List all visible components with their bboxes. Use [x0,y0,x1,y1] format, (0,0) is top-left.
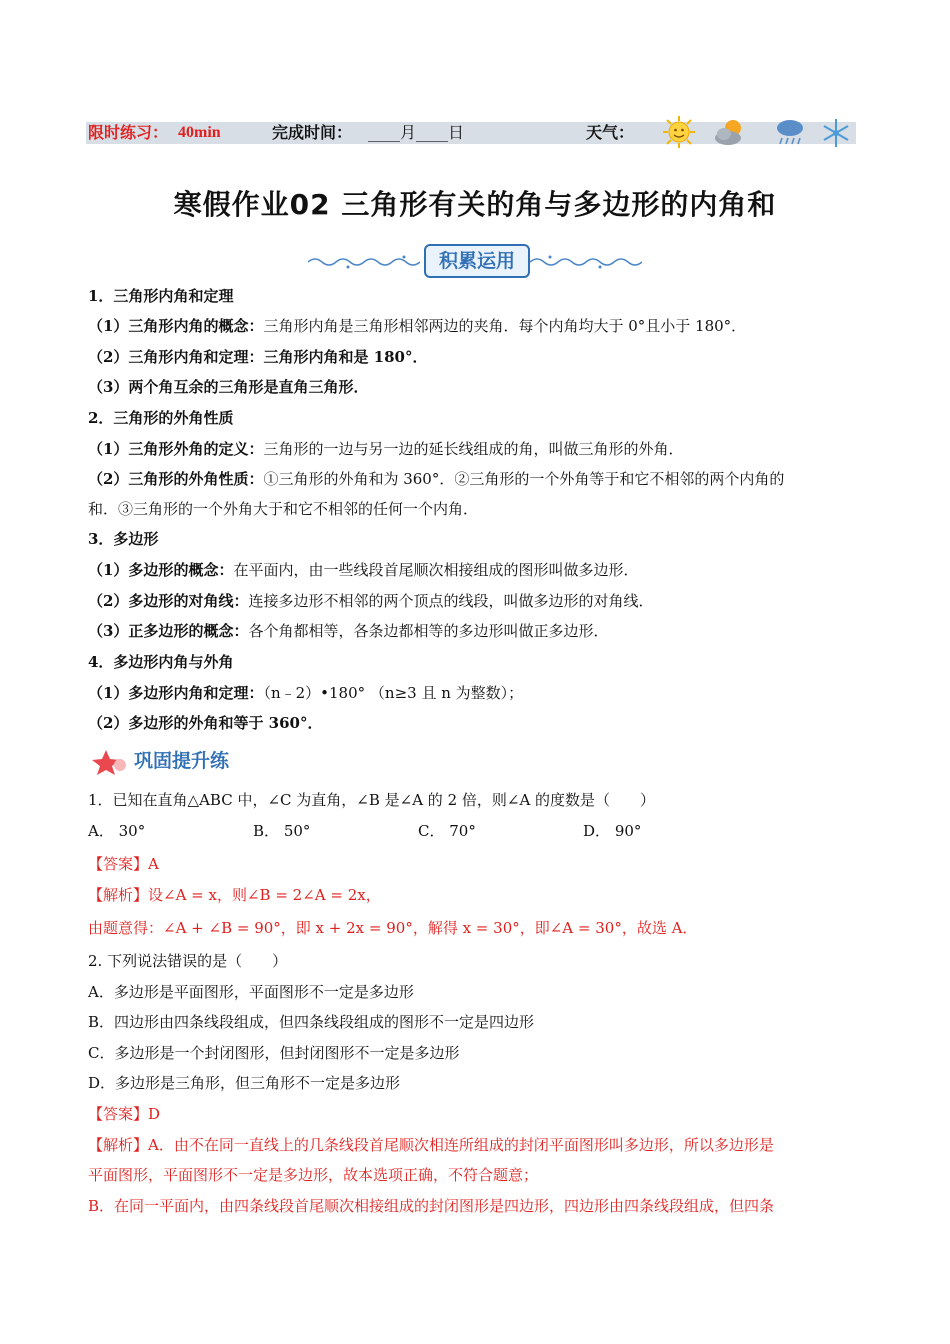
page-title: 寒假作业02 三角形有关的角与多边形的内角和 [173,188,777,221]
q1-analysis-2: 由题意得：∠A + ∠B = 90°，即 x + 2x = 90°，解得 x = 30°，即∠A = 30°，故选 A． [88,919,698,937]
q1-analysis-1: 【解析】设∠A = x，则∠B = 2∠A = 2x， [88,886,381,904]
q2-option-b: B．四边形由四条线段组成，但四条线段组成的图形不一定是四边形 [88,1013,535,1031]
knowledge-1-1: （1）三角形内角的概念：三角形内角是三角形相邻两边的夹角．每个内角均大于 0°且小于 180°． [88,317,747,335]
heading-polygon-angles: 4．多边形内角与外角 [88,653,234,671]
knowledge-1-2: （2）三角形内角和定理：三角形内角和是 180°． [88,348,428,366]
knowledge-3-3: （3）正多边形的概念：各个角都相等，各条边都相等的多边形叫做正多边形． [88,622,609,640]
q2-analysis-3: B．在同一平面内，由四条线段首尾顺次相接组成的封闭图形是四边形，四边形由四条线段组成，但四条 [88,1197,775,1215]
knowledge-1-3: （3）两个角互余的三角形是直角三角形． [88,378,369,396]
weather-label: 天气： [586,123,635,142]
q1-option-a: A． 30° [88,822,146,840]
wave-decoration-right [530,254,642,270]
q2-option-c: C．多边形是一个封闭图形，但封闭图形不一定是多边形 [88,1044,460,1062]
knowledge-2-2: （2）三角形的外角性质：①三角形的外角和为 360°．②三角形的一个外角等于和它不相邻的两个内角的 [88,470,785,488]
finish-date-blank: ____月____日 [368,123,465,142]
time-limit-label: 限时练习： [88,123,169,142]
q1-option-d: D． 90° [583,822,642,840]
q2-option-d: D．多边形是三角形，但三角形不一定是多边形 [88,1074,401,1092]
time-limit-value: 40min [178,124,221,141]
snow-icon [820,117,852,149]
heading-triangle-angle-sum: 1．三角形内角和定理 [88,287,234,305]
heading-polygon: 3．多边形 [88,530,159,548]
q1-option-b: B． 50° [253,822,311,840]
q2-stem: 2. 下列说法错误的是（ ） [88,952,288,970]
knowledge-2-1: （1）三角形外角的定义：三角形的一边与另一边的延长线组成的角，叫做三角形的外角． [88,440,684,458]
q1-answer: 【答案】A [88,855,159,873]
knowledge-4-2: （2）多边形的外角和等于 360°． [88,714,323,732]
partly-cloudy-icon [712,117,748,147]
q2-option-a: A．多边形是平面图形，平面图形不一定是多边形 [88,983,414,1001]
knowledge-2-2-cont: 和．③三角形的一个外角大于和它不相邻的任何一个内角． [88,500,479,518]
wave-decoration-left [308,254,420,270]
finish-time-label: 完成时间： [272,123,353,142]
heading-exterior-angle: 2．三角形的外角性质 [88,409,234,427]
knowledge-3-1: （1）多边形的概念：在平面内，由一些线段首尾顺次相接组成的图形叫做多边形． [88,561,639,579]
q2-analysis-2: 平面图形，平面图形不一定是多边形，故本选项正确，不符合题意； [88,1166,539,1184]
star-icon [90,748,130,776]
knowledge-4-1: （1）多边形内角和定理：（n﹣2）•180° （n≥3 且 n 为整数）； [88,684,524,702]
q2-analysis-1: 【解析】A．由不在同一直线上的几条线段首尾顺次相连所组成的封闭平面图形叫多边形，所以多边形是 [88,1136,774,1154]
knowledge-3-2: （2）多边形的对角线：连接多边形不相邻的两个顶点的线段，叫做多边形的对角线． [88,592,654,610]
q2-answer: 【答案】D [88,1105,161,1123]
rain-icon [774,117,806,149]
q1-stem: 1．已知在直角△ABC 中，∠C 为直角，∠B 是∠A 的 2 倍，则∠A 的度数是（ ） [88,791,656,809]
q1-option-c: C． 70° [418,822,476,840]
sun-icon [662,115,696,149]
section-banner-accumulate: 积累运用 [424,244,530,278]
